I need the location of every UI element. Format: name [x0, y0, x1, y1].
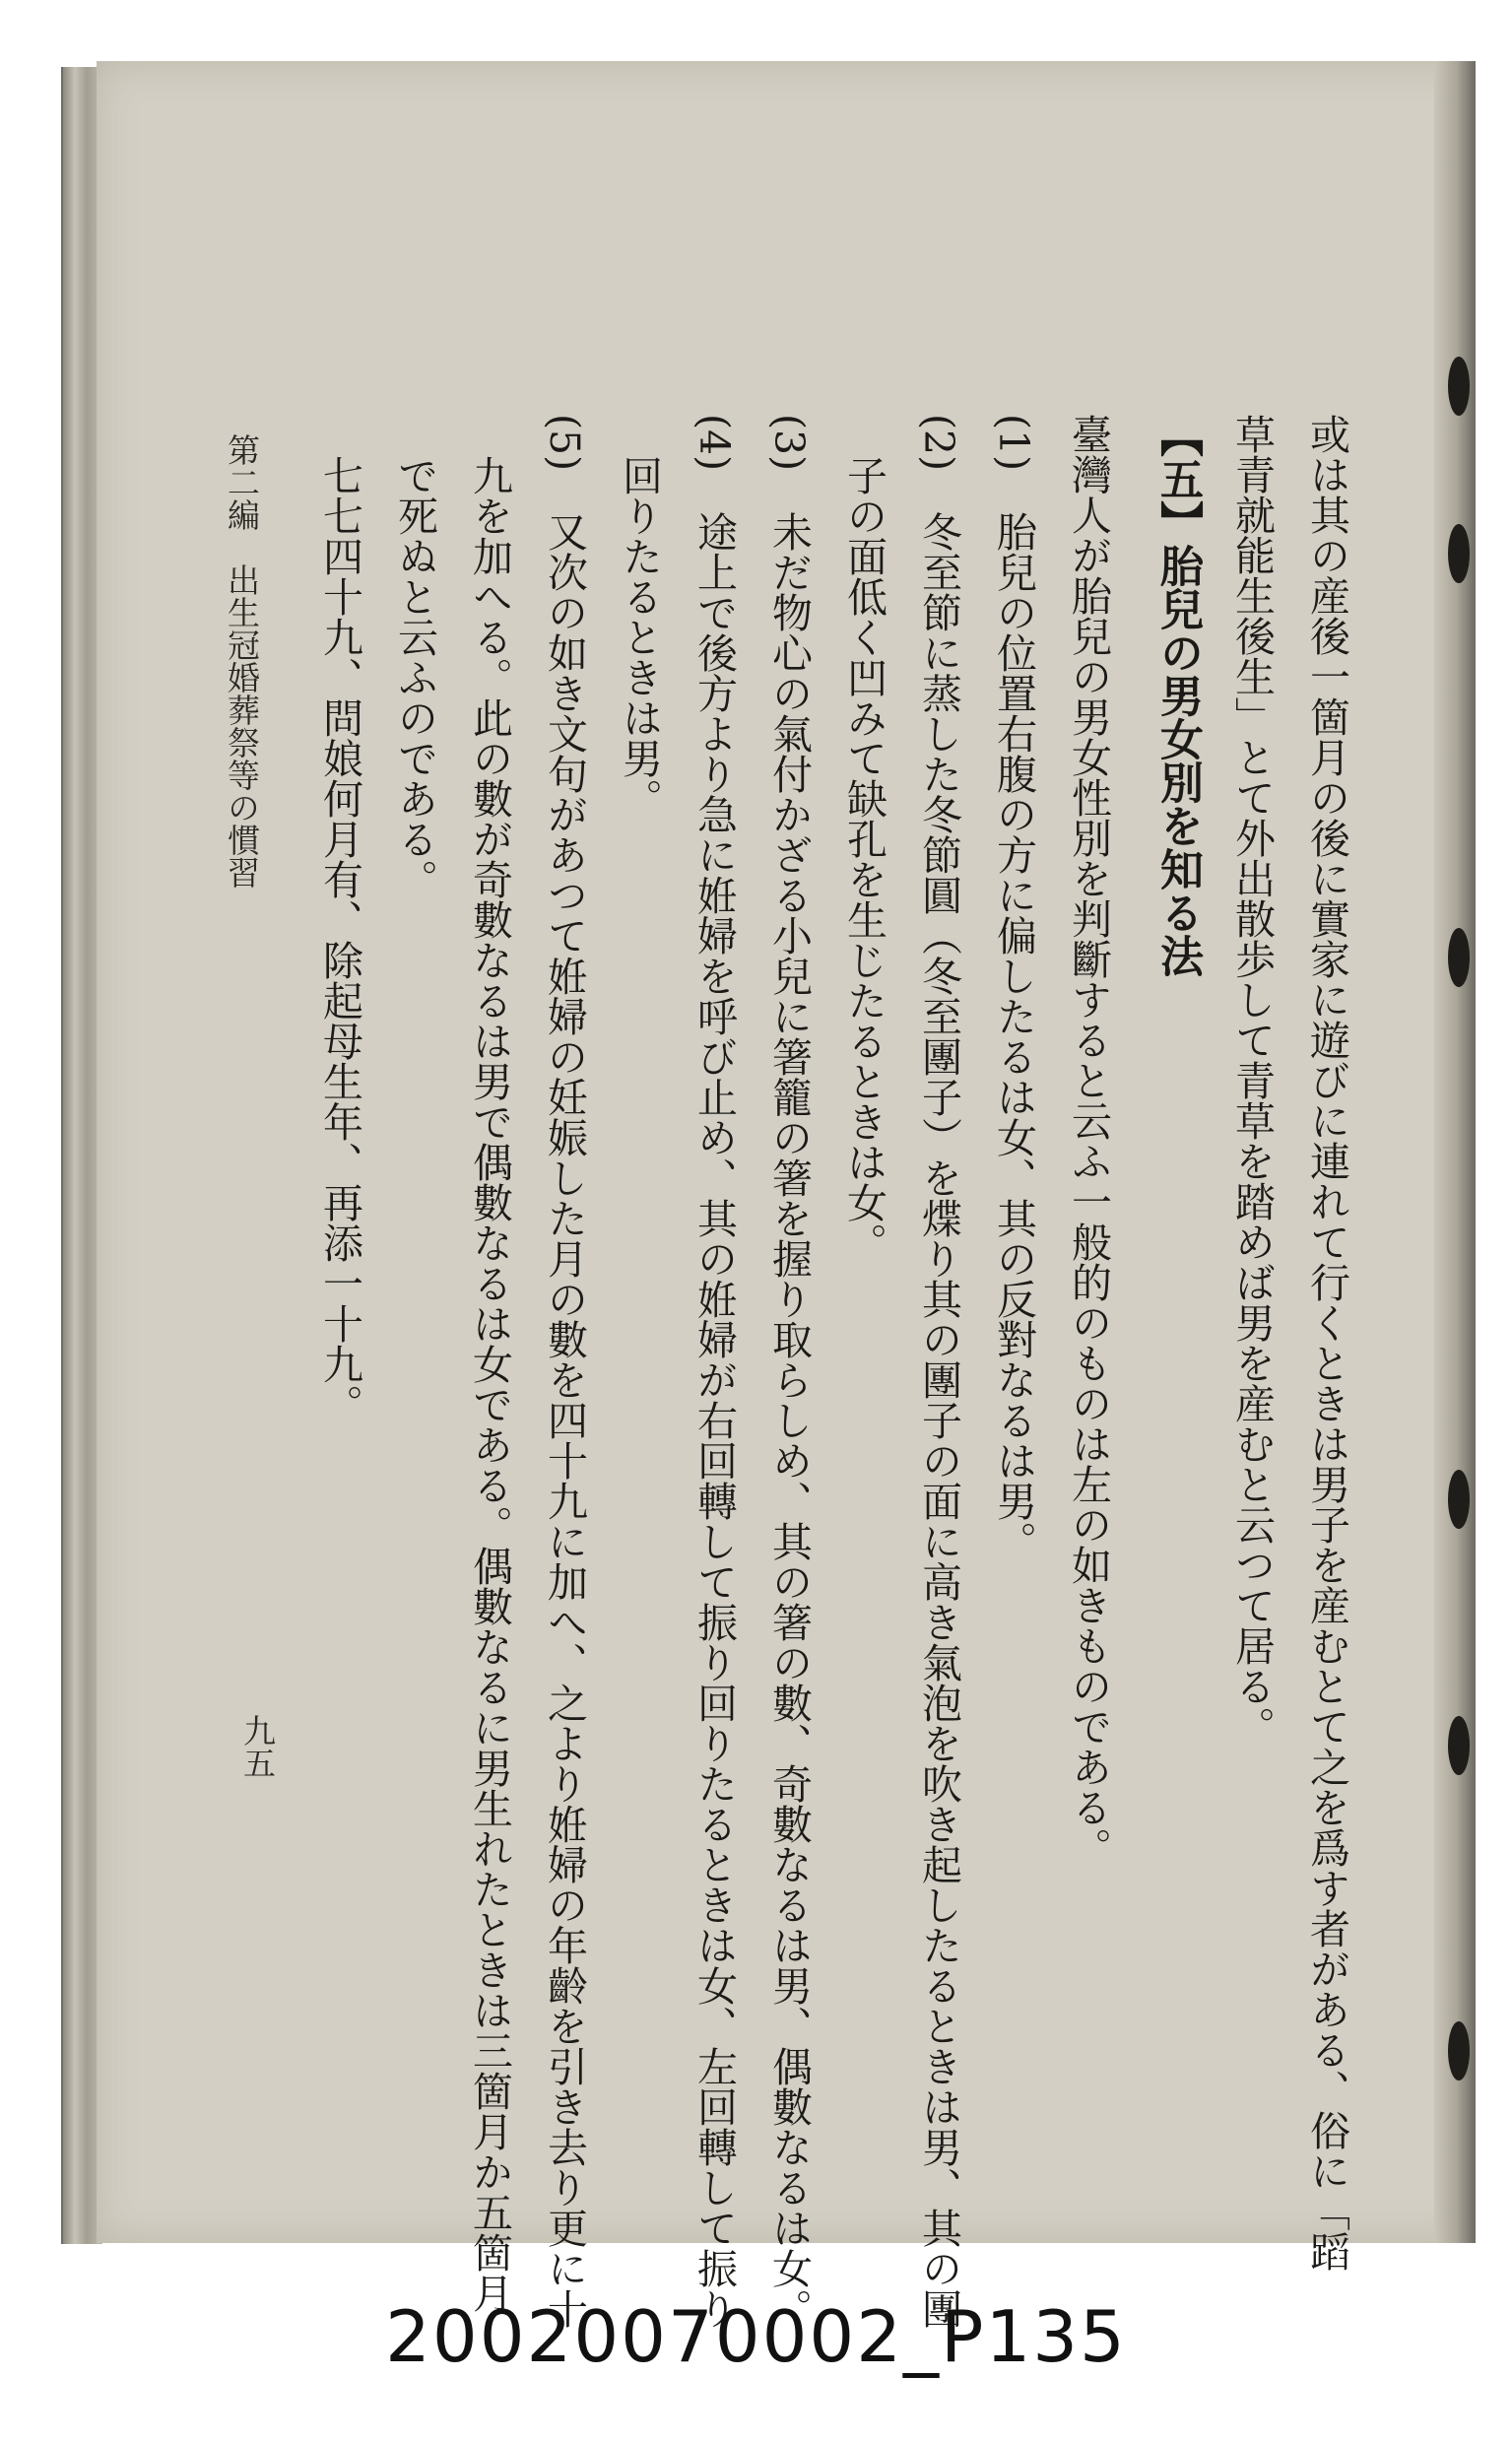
list-item-continuation: 九を加へる。此の數が奇數なるは男で偶數なるは女である。偶數なるに男生れたときは三箇月か五箇月: [466, 455, 513, 2313]
verse-line: 七七四十九、問娘何月有、除起母生年、再添一十九。: [316, 455, 363, 1424]
running-footer: 第二編 出生冠婚葬祭等の慣習: [223, 433, 261, 889]
page-number: 九五: [238, 1714, 277, 1779]
text-line: 或は其の産後一箇月の後に實家に遊びに連れて行くときは男子を産むとて之を爲す者がある、俗に「蹈: [1303, 414, 1350, 2272]
list-item: (1) 胎兒の位置右腹の方に偏したるは女、其の反對なるは男。: [990, 414, 1037, 1562]
image-identifier-caption: 20020070002_P135: [385, 2295, 1127, 2378]
list-item: (4) 途上で後方より急に姙婦を呼び止め、其の姙婦が右回轉して振り回りたるときは女、左回轉して振り: [690, 414, 738, 2330]
list-item-continuation: 回りたるときは男。: [616, 455, 663, 819]
binding-hole-icon: [1448, 2021, 1470, 2080]
body-text: [302, 414, 1364, 2330]
list-item: (5) 又次の如き文句があつて姙婦の妊娠した月の數を四十九に加へ、之より姙婦の年齡を引き去り更に十: [541, 414, 588, 2330]
list-item-continuation: で死ぬと云ふのである。: [391, 455, 438, 899]
list-item-continuation: 子の面低く凹みて缺孔を生じたるときは女。: [840, 455, 887, 1263]
section-heading: 【五】胎兒の男女別を知る法: [1152, 414, 1203, 977]
binding-hole-icon: [1448, 524, 1470, 583]
list-item: (2) 冬至節に蒸した冬節圓（冬至團子）を煠り其の團子の面に高き氣泡を吹き起したるときは男、其の團: [915, 414, 962, 2330]
list-item: (3) 未だ物心の氣付かざる小兒に箸籠の箸を握り取らしめ、其の箸の數、奇數なるは男、偶數なるは女。: [765, 414, 813, 2330]
text-line: 草青就能生後生」とて外出散歩して青草を踏めば男を産むと云つて居る。: [1228, 414, 1276, 1747]
binding-gutter: [1434, 61, 1476, 2243]
binding-hole-icon: [1448, 928, 1470, 987]
text-line: 臺灣人が胎兒の男女性別を判斷すると云ふ一般的のものは左の如きものである。: [1065, 414, 1112, 1868]
binding-hole-icon: [1448, 1470, 1470, 1529]
binding-hole-icon: [1448, 357, 1470, 416]
binding-hole-icon: [1448, 1716, 1470, 1775]
